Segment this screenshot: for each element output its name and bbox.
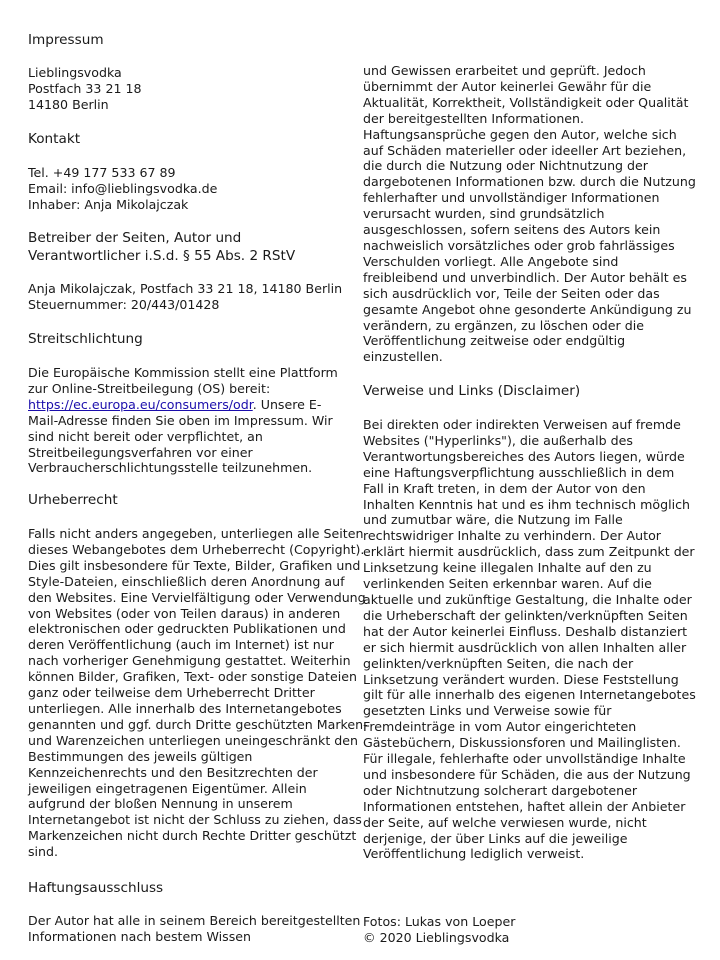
kontakt-heading: Kontakt — [28, 131, 81, 147]
verweise-text: Bei direkten oder indirekten Verweisen auf fremde Websites ("Hyperlinks"), die außerhalb des Verantwortungsbereiches des Autors liegen, würde eine Haftungsverpflichtung ausschließlich in dem Fall in Kraft treten, in dem der Autor von den Inhalten Kenntnis hat und es ihm technisch möglich und zumutbar wäre, die Nutzung im Falle rechtswidriger Inhalte zu verhindern. Der Autor erklärt hiermit ausdrücklich, dass zum Zeitpunkt der Linksetzung keine illegalen Inhalte auf den zu verlinkenden Seiten erkennbar waren. Auf die aktuelle und zukünftige Gestaltung, die Inhalte oder die Urheberschaft der gelinkten/verknüpften Seiten hat der Autor keinerlei Einfluss. Deshalb distanziert er sich hiermit ausdrücklich von allen Inhalten aller gelinkten/verknüpften Seiten, die nach der Linksetzung verändert wurden. Diese Feststellung gilt für alle innerhalb des eigenen Internetangebotes gesetzten Links und Verweise sowie für Fremdeinträge in vom Autor eingerichteten Gästebüchern, Diskussionsforen und Mailinglisten. Für illegale, fehlerhafte oder unvollständige Inhalte und insbesondere für Schäden, die aus der Nutzung oder Nichtnutzung solcherart dargebotener Informationen entstehen, haftet allein der Anbieter der Seite, auf welche verwiesen wurde, nicht derjenige, der über Links auf die jeweilige Veröffentlichung lediglich verweist. — [363, 417, 696, 862]
copyright: © 2020 Lieblingsvodka — [363, 929, 510, 945]
impressum-line: Lieblingsvodka — [28, 65, 122, 80]
impressum-heading: Impressum — [28, 32, 104, 48]
betreiber-address: Anja Mikolajczak, Postfach 33 21 18, 14180 Berlin — [28, 281, 343, 296]
streit-text-after: . Unsere E-Mail-Adresse finden Sie oben im Impressum. Wir sind nicht bereit oder verpflichtet, an Streitbeilegungsverfahren vor einer Verbraucherschlichtungsstelle teilzunehmen. — [28, 396, 333, 476]
footer — [363, 914, 699, 946]
betreiber-heading-line1: Betreiber der Seiten, Autor und — [28, 230, 242, 246]
haftung-heading: Haftungsausschluss — [28, 880, 164, 896]
impressum-line: 14180 Berlin — [28, 96, 109, 112]
haftung-text-continued: und Gewissen erarbeitet und geprüft. Jedoch übernimmt der Autor keinerlei Gewähr für die Aktualität, Korrektheit, Vollständigkeit oder Qualität der bereitgestellten Informationen. Haftungsansprüche gegen den Autor, welche sich auf Schäden materieller oder ideeller Art beziehen, die durch die Nutzung oder Nichtnutzung der dargebotenen Informationen bzw. durch die Nutzung fehlerhafter und unvollständiger Informationen verursacht wurden, sind grundsätzlich ausgeschlossen, sofern seitens des Autors kein nachweislich vorsätzliches oder grob fahrlässiges Verschulden vorliegt. Alle Angebote sind freibleibend und unverbindlich. Der Autor behält es sich ausdrücklich vor, Teile der Seiten oder das gesamte Angebot ohne gesonderte Ankündigung zu verändern, zu ergänzen, zu löschen oder die Veröffentlichung zeitweise oder endgültig einzustellen. — [363, 63, 696, 365]
streit-heading: Streitschlichtung — [28, 331, 143, 347]
impressum-line: Postfach 33 21 18 — [28, 80, 142, 96]
verweise-heading: Verweise und Links (Disclaimer) — [363, 383, 581, 399]
kontakt-details — [28, 165, 364, 213]
kontakt-email: Email: info@lieblingsvodka.de — [28, 180, 218, 196]
haftung-text-start: Der Autor hat alle in seinem Bereich bereitgestellten Informationen nach bestem Wissen — [28, 913, 361, 944]
betreiber-tax-number: Steuernummer: 20/443/01428 — [28, 296, 220, 312]
betreiber-heading-line2: Verantwortlicher i.S.d. § 55 Abs. 2 RStV — [28, 248, 296, 264]
betreiber-heading — [28, 229, 368, 265]
streit-text-before: Die Europäische Kommission stellt eine Plattform zur Online-Streitbeilegung (OS) bereit: — [28, 365, 338, 396]
urheber-text: Falls nicht anders angegeben, unterliegen alle Seiten dieses Webangebotes dem Urheberrecht (Copyright). Dies gilt insbesondere für Texte, Bilder, Grafiken und Style-Dateien, einschließlich deren Anordnung auf den Websites. Eine Vervielfältigung oder Verwendung von Websites (oder von Teilen daraus) in anderen elektronischen oder gedruckten Publikationen und deren Veröffentlichung (auch im Internet) ist nur nach vorheriger Genehmigung gestattet. Weiterhin können Bilder, Grafiken, Text- oder sonstige Dateien ganz oder teilweise dem Urheberrecht Dritter unterliegen. Alle innerhalb des Internetangebotes genannten und ggf. durch Dritte geschützten Marken- und Warenzeichen unterliegen uneingeschränkt den Bestimmungen des jeweils gültigen Kennzeichenrechts und den Besitzrechten der jeweiligen eingetragenen Eigentümer. Allein aufgrund der bloßen Nennung in unserem Internetangebot ist nicht der Schluss zu ziehen, dass Markenzeichen nicht durch Rechte Dritter geschützt sind. — [28, 526, 368, 860]
odr-link[interactable]: https://ec.europa.eu/consumers/odr — [28, 396, 253, 412]
kontakt-owner: Inhaber: Anja Mikolajczak — [28, 196, 189, 212]
kontakt-phone: Tel. +49 177 533 67 89 — [28, 165, 176, 180]
urheber-heading: Urheberrecht — [28, 492, 118, 508]
photo-credit: Fotos: Lukas von Loeper — [363, 914, 516, 929]
betreiber-details — [28, 281, 364, 313]
impressum-address — [28, 65, 364, 113]
streit-text — [28, 365, 342, 476]
